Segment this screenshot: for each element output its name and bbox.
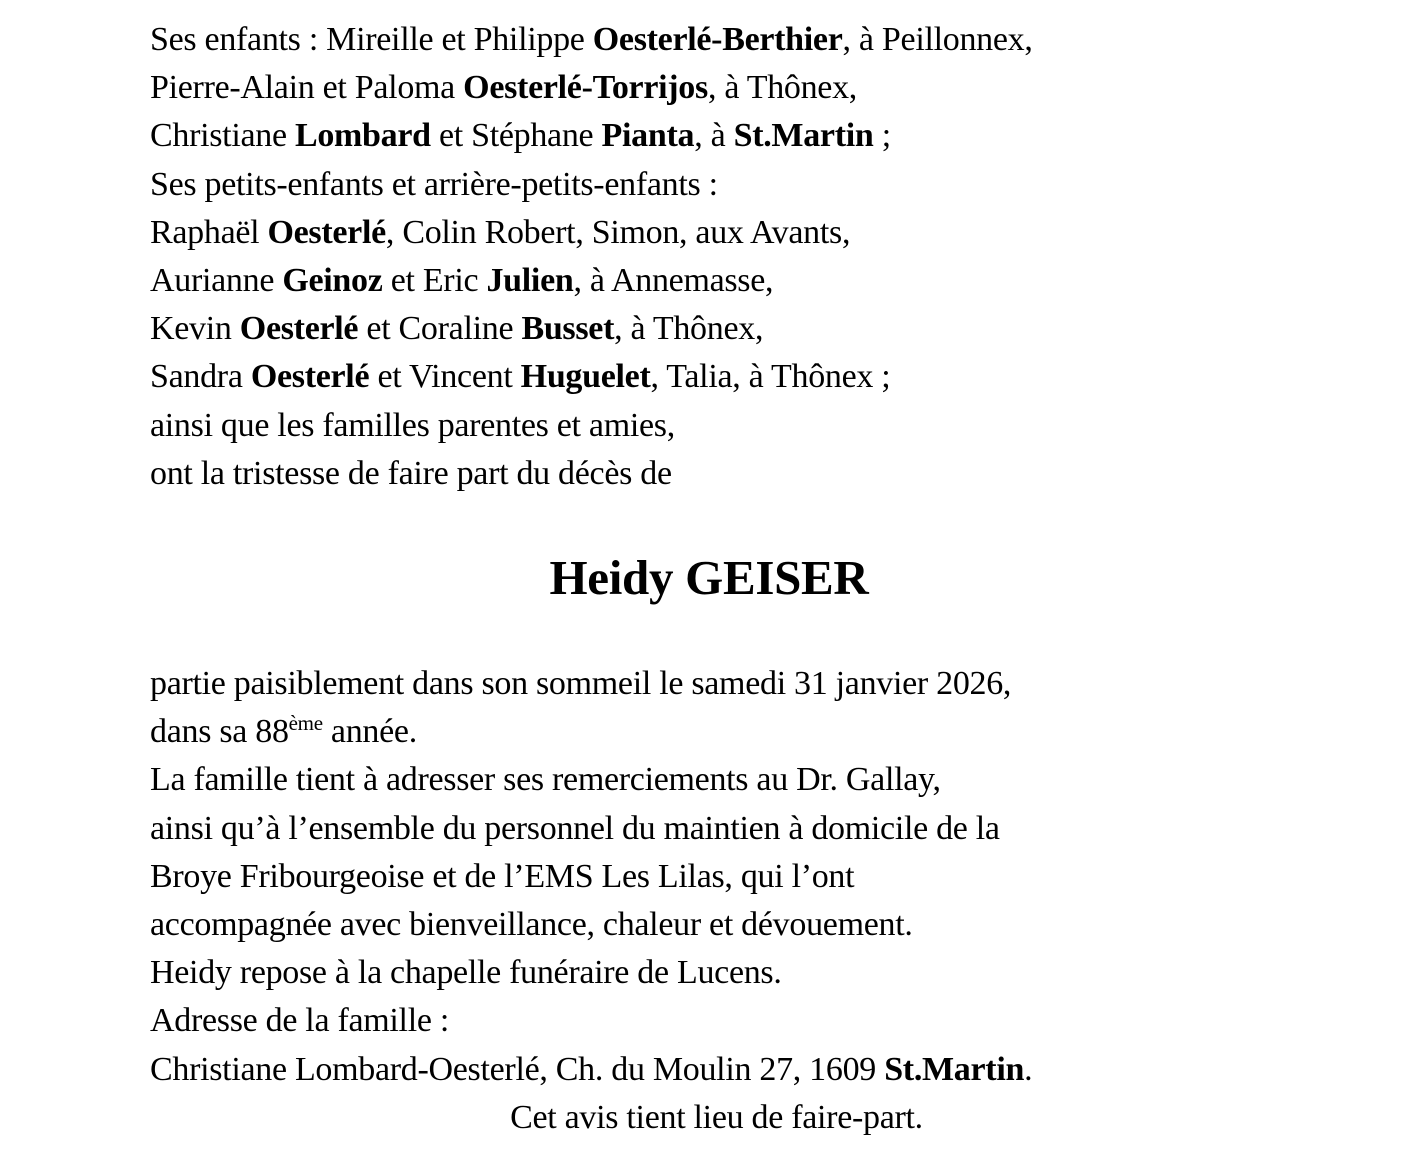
text-line — [150, 161, 1328, 209]
family-name-bold: Huguelet — [520, 358, 651, 396]
text-segment: , à Thônex, — [707, 69, 857, 107]
text-segment: ont la tristesse de faire part du décès de — [150, 454, 672, 492]
family-intro-paragraph — [150, 16, 1328, 498]
family-name-bold: Julien — [486, 262, 574, 300]
text-line — [150, 209, 1328, 257]
text-segment: , à Peillonnex, — [842, 21, 1033, 58]
text-segment: Pierre-Alain et Paloma — [150, 69, 464, 107]
text-segment: , Talia, à Thônex ; — [650, 358, 891, 396]
text-segment: accompagnée avec bienveillance, chaleur et dévouement. — [150, 906, 913, 944]
text-line — [150, 853, 1328, 901]
family-name-bold: Oesterlé — [267, 213, 386, 251]
text-line — [150, 1046, 1328, 1094]
text-segment: et Eric — [382, 262, 487, 300]
notice-text-block — [150, 16, 1328, 1142]
text-segment: et Stéphane — [430, 117, 602, 155]
text-segment: Sandra — [150, 358, 251, 396]
text-segment: Kevin — [150, 310, 240, 348]
text-segment: ème — [288, 711, 323, 736]
text-segment: Broye Fribourgeoise et de l’EMS Les Lilas, qui l’ont — [150, 857, 855, 895]
text-segment: année. — [322, 713, 417, 751]
text-segment: et Vincent — [369, 358, 521, 396]
notice-body-paragraph — [150, 660, 1328, 1094]
text-segment: Cet avis tient lieu de faire-part. — [510, 1098, 923, 1136]
family-name-bold: Oesterlé — [239, 310, 359, 348]
family-name-bold: Oesterlé — [250, 358, 370, 396]
text-segment: Adresse de la famille : — [150, 1002, 449, 1040]
text-segment: , à Annemasse, — [573, 262, 774, 300]
text-line — [150, 997, 1328, 1045]
text-line — [150, 112, 1328, 160]
text-segment: Aurianne — [150, 262, 283, 300]
family-name-bold: Oesterlé-Torrijos — [463, 69, 708, 107]
text-segment: Ses petits-enfants et arrière-petits-enfants : — [150, 165, 718, 203]
text-line — [150, 257, 1328, 305]
text-line — [105, 1094, 1328, 1142]
text-line — [150, 805, 1328, 853]
text-line — [150, 64, 1328, 112]
text-line — [150, 353, 1328, 401]
text-segment: Raphaël — [150, 213, 268, 251]
text-segment: Christiane Lombard-Oesterlé, Ch. du Moulin 27, 1609 — [150, 1050, 885, 1088]
family-name-bold: Geinoz — [282, 262, 383, 300]
text-line — [150, 708, 1328, 756]
text-line — [150, 450, 1328, 498]
text-segment: partie paisiblement dans son sommeil le samedi 31 janvier 2026, — [150, 665, 1012, 703]
text-segment: La famille tient à adresser ses remerciements au Dr. Gallay, — [150, 761, 941, 799]
text-line — [150, 305, 1328, 353]
text-segment: ainsi qu’à l’ensemble du personnel du maintien à domicile de la — [150, 809, 1000, 847]
text-segment: et Coraline — [358, 310, 522, 348]
family-name-bold: St.Martin — [733, 117, 874, 155]
text-segment: Heidy repose à la chapelle funéraire de Lucens. — [150, 954, 782, 992]
text-segment: , à Thônex, — [614, 310, 764, 348]
text-segment: Christiane — [150, 117, 295, 155]
text-line — [150, 756, 1328, 804]
family-name-bold: Oesterlé-Berthier — [592, 21, 843, 58]
text-line — [150, 901, 1328, 949]
text-segment: dans sa 88 — [150, 713, 289, 751]
text-line — [150, 402, 1328, 450]
text-line — [150, 16, 1328, 64]
family-name-bold: Pianta — [601, 117, 695, 155]
text-segment: . — [1024, 1050, 1033, 1088]
family-name-bold: Busset — [521, 310, 615, 348]
deceased-name-title: Heidy GEISER — [549, 550, 869, 606]
text-segment: Ses enfants : Mireille et Philippe — [150, 21, 593, 58]
text-segment: , Colin Robert, Simon, aux Avants, — [385, 213, 851, 251]
text-segment: ainsi que les familles parentes et amies, — [150, 406, 675, 444]
text-segment: ; — [873, 117, 891, 155]
closing-statement — [105, 1094, 1328, 1142]
text-line — [150, 949, 1328, 997]
family-name-bold: Lombard — [294, 117, 431, 155]
text-line — [150, 660, 1328, 708]
family-name-bold: St.Martin — [884, 1050, 1025, 1088]
text-segment: , à — [694, 117, 734, 155]
